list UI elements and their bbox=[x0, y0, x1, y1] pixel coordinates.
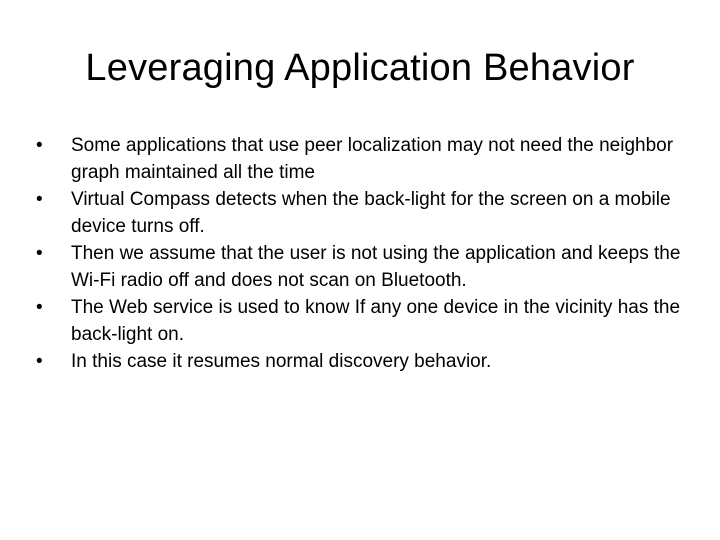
bullet-list bbox=[36, 132, 686, 375]
bullet-text: Some applications that use peer localization may not need the neighbor graph maintained all the time bbox=[71, 135, 674, 183]
bullet-text: The Web service is used to know If any one device in the vicinity has the back-light on. bbox=[71, 297, 681, 345]
bullet-text: Virtual Compass detects when the back-light for the screen on a mobile device turns off. bbox=[71, 189, 671, 237]
bullet-item bbox=[36, 240, 686, 294]
bullet-icon: • bbox=[36, 297, 43, 318]
bullet-item bbox=[36, 294, 686, 348]
bullet-text: Then we assume that the user is not using the application and keeps the Wi-Fi radio off and does not scan on Bluetooth. bbox=[71, 243, 681, 291]
slide-title: Leveraging Application Behavior bbox=[85, 47, 635, 89]
bullet-icon: • bbox=[36, 351, 43, 372]
bullet-text: In this case it resumes normal discovery behavior. bbox=[71, 351, 492, 372]
bullet-icon: • bbox=[36, 189, 43, 210]
bullet-icon: • bbox=[36, 243, 43, 264]
bullet-item bbox=[36, 348, 686, 375]
bullet-item bbox=[36, 186, 686, 240]
bullet-item bbox=[36, 132, 686, 186]
bullet-icon: • bbox=[36, 135, 43, 156]
